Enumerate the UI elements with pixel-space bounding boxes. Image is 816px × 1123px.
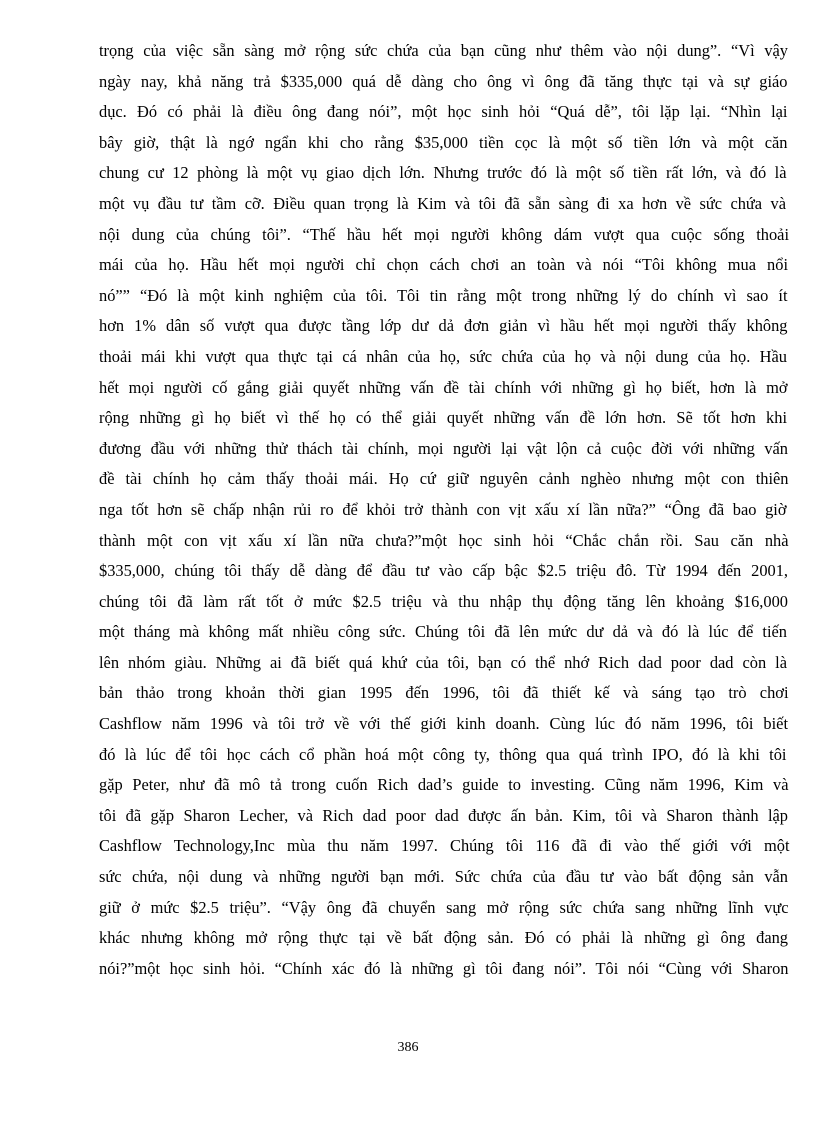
text-line: đề tài chính họ cảm thấy thoải mái. Họ cứ giữ nguyên cảnh nghèo nhưng một con thiên: [99, 469, 789, 489]
text-line: sức chứa, nội dung và những người bạn mới. Sức chứa của đầu tư vào bất động sản vẫn: [99, 867, 788, 887]
text-line: đương đầu với những thử thách tài chính, mọi người lại vật lộn cả cuộc đời với những vấn: [99, 438, 788, 458]
text-line: Cashflow năm 1996 và tôi trở về với thế giới kinh doanh. Cùng lúc đó năm 1996, tôi biết: [99, 714, 788, 734]
text-line: $335,000, chúng tôi thấy dễ dàng để đầu tư vào cấp bậc $2.5 triệu đô. Từ 1994 đến 2001,: [99, 561, 789, 581]
text-line: thành một con vịt xấu xí lần nữa chưa?”một học sinh hỏi “Chắc chắn rồi. Sau căn nhà: [99, 530, 789, 550]
text-line: hơn 1% dân số vượt qua được tầng lớp dư dả đơn giản vì hầu hết mọi người thấy không: [99, 316, 788, 336]
page-number: 386: [397, 1040, 419, 1055]
text-line: hết mọi người cố gắng giải quyết những vấn đề tài chính với những gì họ biết, hơn là mở: [99, 377, 788, 397]
text-line: chung cư 12 phòng là một vụ giao dịch lớn. Nhưng trước đó là một số tiền rất lớn, và đó là: [99, 163, 787, 183]
text-line: tôi đã gặp Sharon Lecher, và Rich dad poor dad được ấn bản. Kim, tôi và Sharon thành lập: [99, 805, 788, 825]
text-line: mái của họ. Hầu hết mọi người chỉ chọn cách chơi an toàn và nói “Tôi không mua nổi: [99, 255, 788, 275]
text-line: bây giờ, thật là ngớ ngẩn khi cho rằng $35,000 tiền cọc là một số tiền lớn và một căn: [99, 132, 788, 152]
text-line: nói?”một học sinh hỏi. “Chính xác đó là những gì tôi đang nói”. Tôi nói “Cùng với Sharon: [99, 958, 789, 978]
text-line: rộng những gì họ biết vì thế họ có thể giải quyết những vấn đề lớn hơn. Sẽ tốt hơn khi: [99, 408, 788, 428]
text-line: nga tốt hơn sẽ chấp nhận rủi ro để khỏi trở thành con vịt xấu xí lần nữa?” “Ông đã bao giờ: [99, 499, 787, 519]
text-line: gặp Peter, như đã mô tả trong cuốn Rich dad’s guide to investing. Cũng năm 1996, Kim và: [99, 775, 789, 795]
text-line: chúng tôi đã làm rất tốt ở mức $2.5 triệu và thu nhập thụ động tăng lên khoảng $16,000: [99, 591, 788, 611]
text-line: một tháng mà không mất nhiều công sức. Chúng tôi đã lên mức dư dả và đó là lúc để tiến: [99, 622, 787, 642]
text-line: một vụ đầu tư tầm cỡ. Điều quan trọng là Kim và tôi đã sẵn sàng đi xa hơn về sức chứa và: [99, 193, 786, 213]
body-text: [99, 36, 797, 984]
text-line: trọng của việc sẵn sàng mở rộng sức chứa của bạn cũng như thêm vào nội dung”. “Vì vậy: [99, 41, 788, 60]
text-line: lên nhóm giàu. Những ai đã biết quá khứ của tôi, bạn có thể nhớ Rich dad poor dad còn là: [99, 652, 787, 672]
text-line: Cashflow Technology,Inc mùa thu năm 1997. Chúng tôi 116 đã đi vào thế giới với một: [99, 836, 790, 856]
text-line: đó là lúc để tôi học cách cổ phần hoá một công ty, thông qua quá trình IPO, đó là khi tôi: [99, 744, 787, 764]
text-line: thoải mái khi vượt qua thực tại cá nhân của họ, sức chứa của họ và nội dung của họ. Hầu: [99, 346, 787, 366]
text-line: nội dung của chúng tôi”. “Thế hầu hết mọi người không dám vượt qua cuộc sống thoải: [99, 224, 790, 244]
text-line: ngày nay, khả năng trả $335,000 quá dễ dàng cho ông vì ông đã tăng thực tại và sự giáo: [99, 71, 788, 91]
text-line: dục. Đó có phải là điều ông đang nói”, một học sinh hỏi “Quá dễ”, tôi lặp lại. “Nhìn lại: [99, 102, 788, 122]
text-line: nó”” “Đó là một kinh nghiệm của tôi. Tôi tin rằng một trong những lý do chính vì sao ít: [99, 285, 788, 305]
text-line: bản thảo trong khoản thời gian 1995 đến 1996, tôi đã thiết kế và sáng tạo trò chơi: [99, 683, 789, 703]
text-line: giữ ở mức $2.5 triệu”. “Vậy ông đã chuyển sang mở rộng sức chứa sang những lĩnh vực: [99, 897, 789, 917]
text-line: khác nhưng không mở rộng thực tại về bất động sản. Đó có phải là những gì ông đang: [99, 928, 788, 948]
